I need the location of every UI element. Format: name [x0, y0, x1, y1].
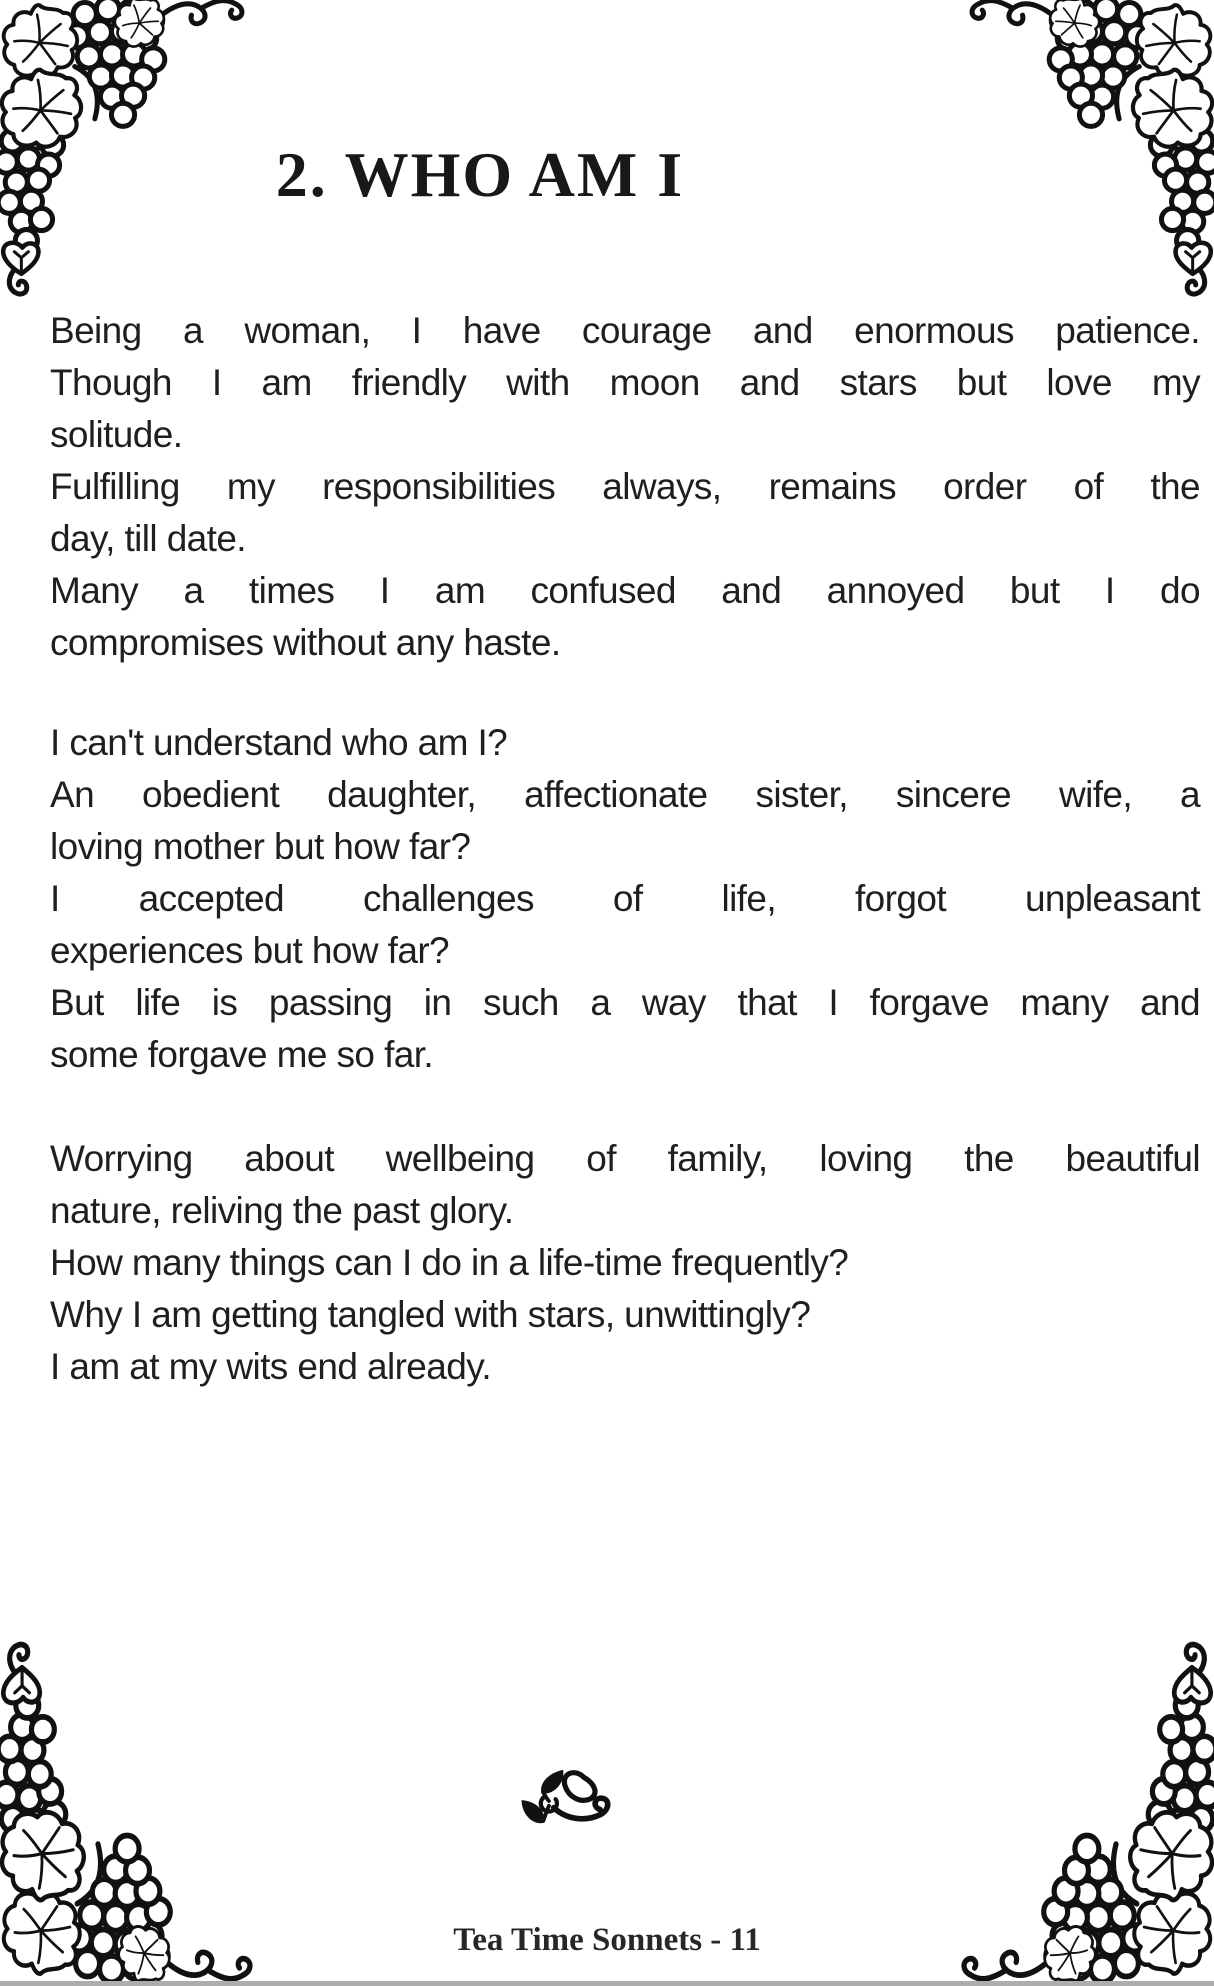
page-edge-shadow: [0, 1981, 1214, 1986]
poem-body: [50, 305, 1200, 1393]
poem-line: compromises without any haste.: [50, 622, 561, 663]
stanza-2: [50, 717, 1200, 1081]
poem-line: some forgave me so far.: [50, 1034, 434, 1075]
poem-line: An obedient daughter, affectionate sister, sincere wife, a: [50, 774, 1200, 815]
poem-line: loving mother but how far?: [50, 826, 471, 867]
poem-line: experiences but how far?: [50, 930, 450, 971]
stanza-3: [50, 1133, 1200, 1393]
poem-line: Though I am friendly with moon and stars but love my: [50, 362, 1200, 403]
poem-line: I can't understand who am I?: [50, 722, 508, 763]
grapevine-corner-icon: [968, 0, 1214, 298]
poem-line: How many things can I do in a life-time frequently?: [50, 1242, 849, 1283]
poem-line: Worrying about wellbeing of family, loving the beautiful: [50, 1138, 1200, 1179]
poem-line: But life is passing in such a way that I forgave many and: [50, 982, 1200, 1023]
page-footer: Tea Time Sonnets - 11: [453, 1922, 761, 1958]
poem-line: Many a times I am confused and annoyed but I do: [50, 570, 1200, 611]
stanza-1: [50, 305, 1200, 669]
page-title: 2. WHO AM I: [275, 139, 685, 210]
poem-line: Fulfilling my responsibilities always, remains order of the: [50, 466, 1200, 507]
poem-line: day, till date.: [50, 518, 246, 559]
poem-line: nature, reliving the past glory.: [50, 1190, 514, 1231]
poem-line: Being a woman, I have courage and enormous patience.: [50, 310, 1200, 351]
leaf-flourish-icon: [514, 1763, 618, 1841]
poem-line: Why I am getting tangled with stars, unwittingly?: [50, 1294, 811, 1335]
poem-line: I am at my wits end already.: [50, 1346, 492, 1387]
poem-line: solitude.: [50, 414, 183, 455]
poem-line: I accepted challenges of life, forgot unpleasant: [50, 878, 1200, 919]
